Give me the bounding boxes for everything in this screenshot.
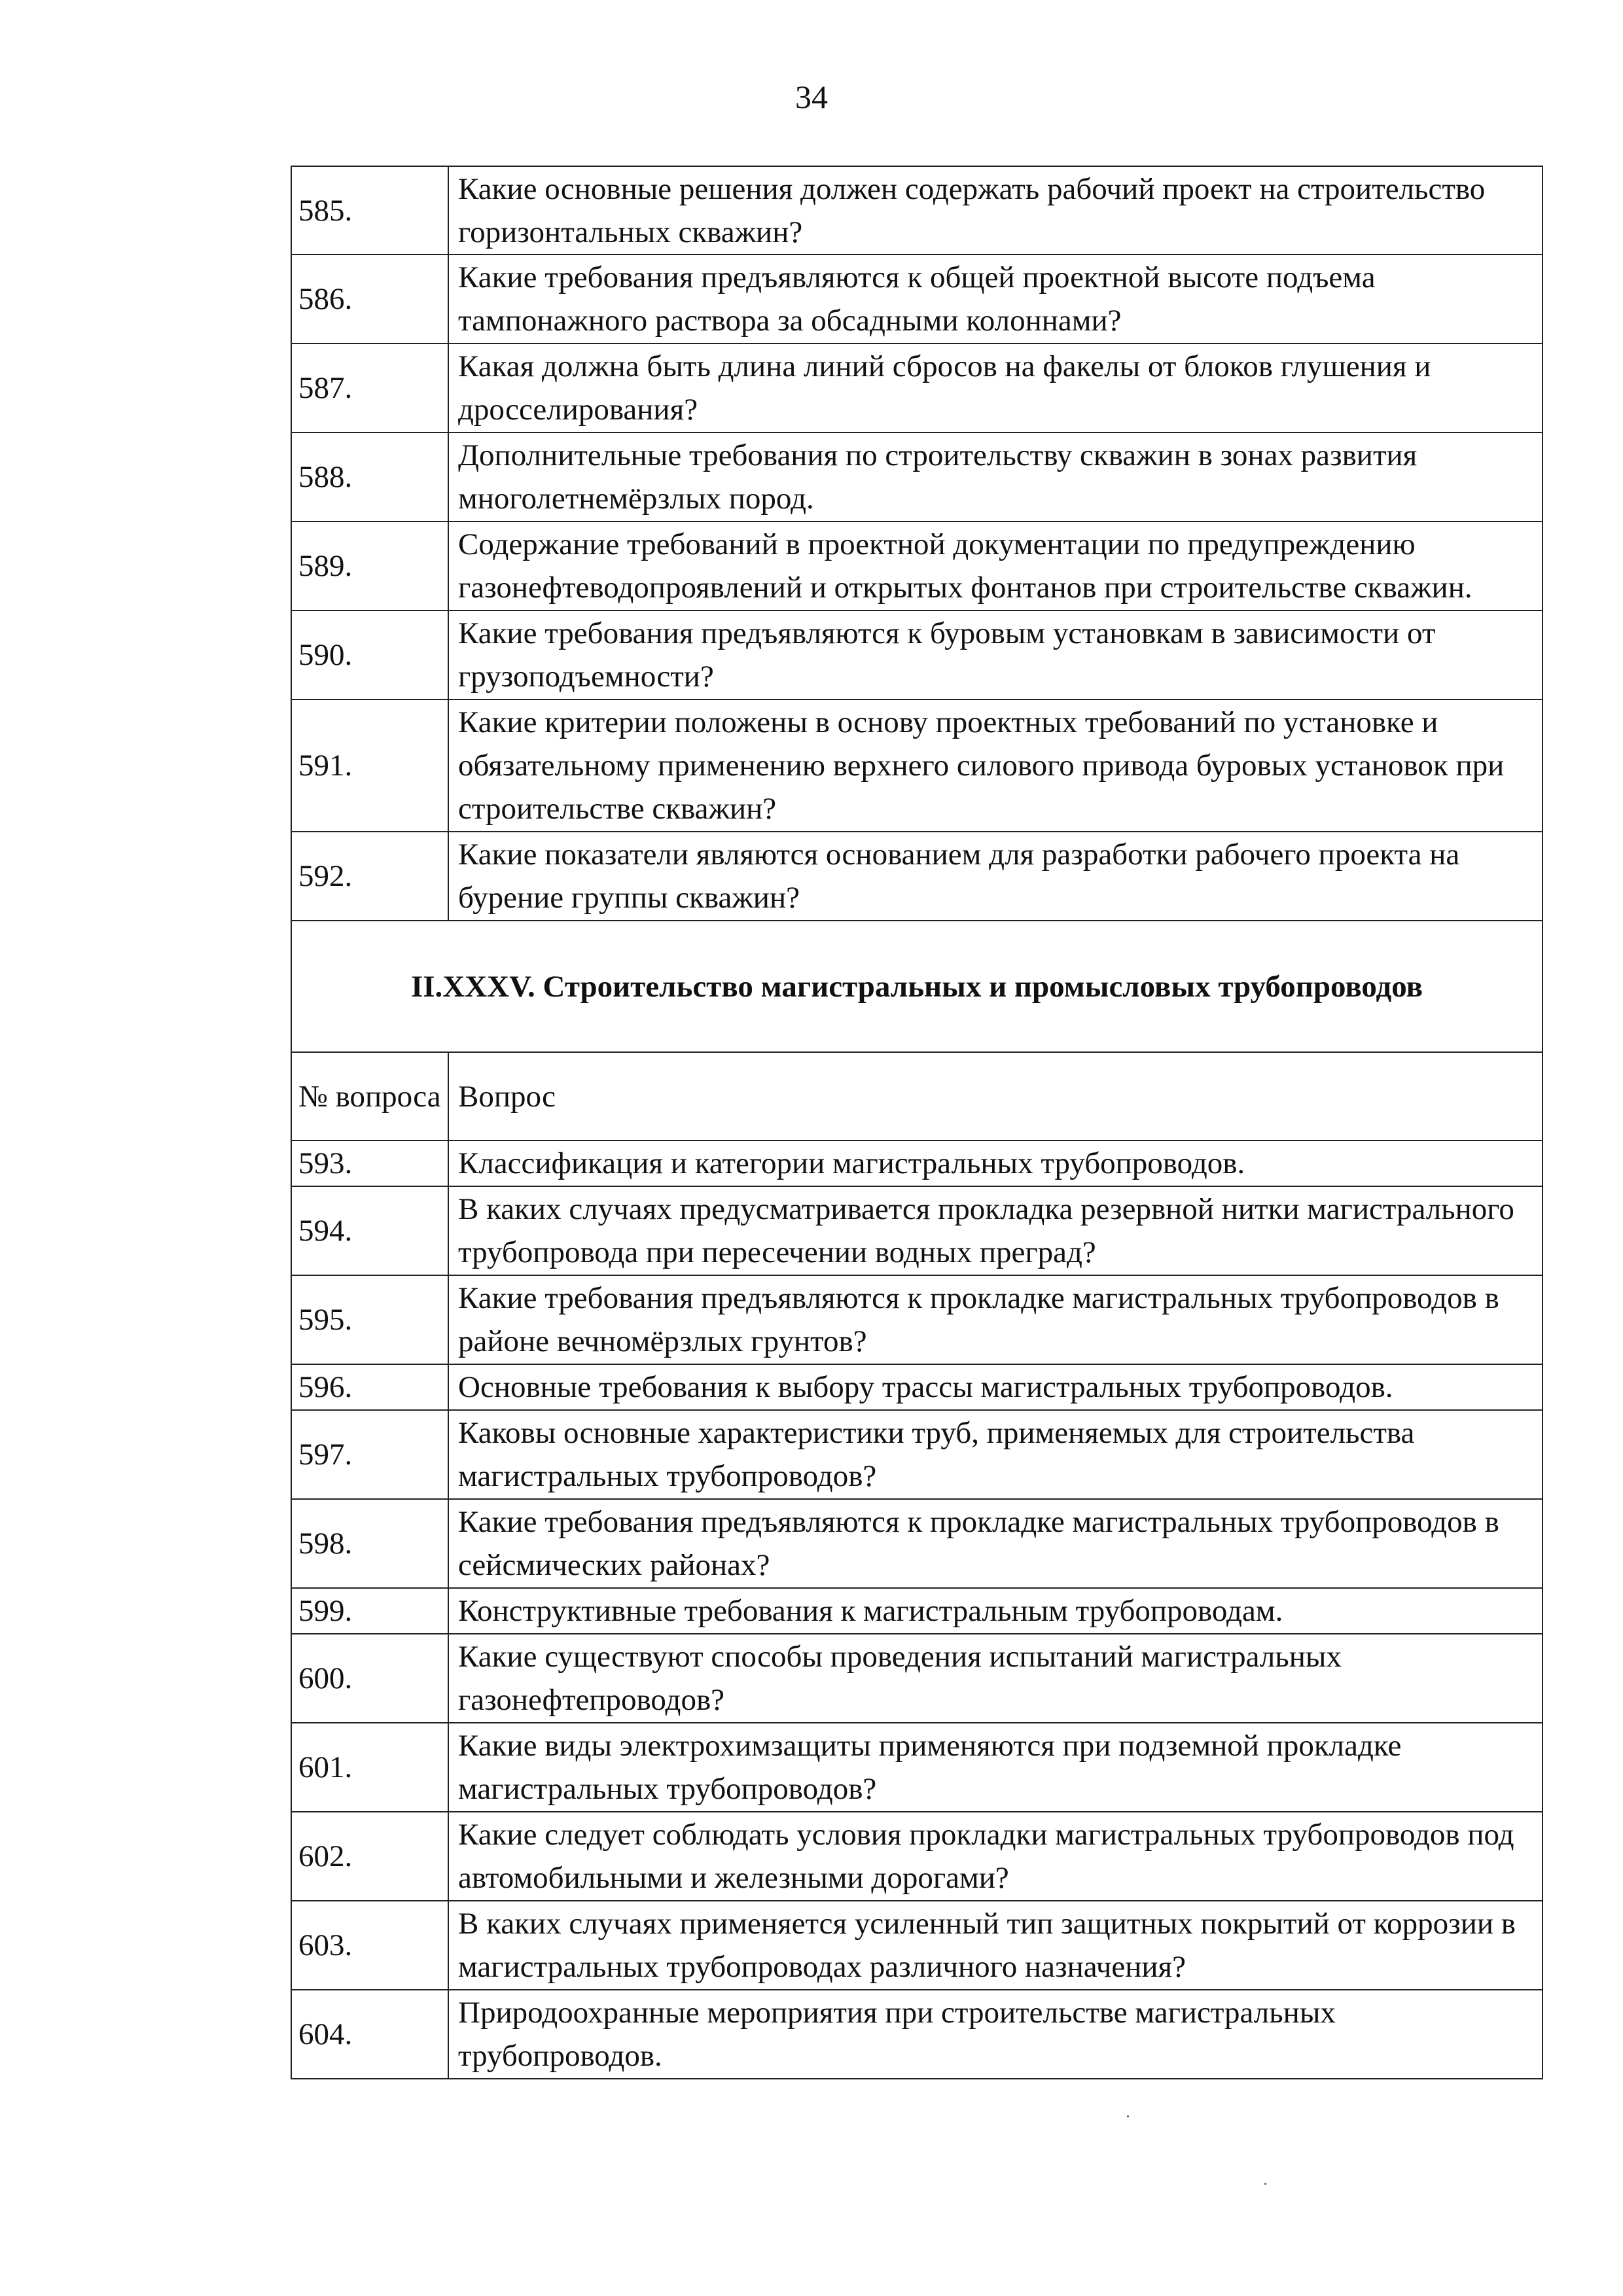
question-number: 601. [291, 1723, 448, 1812]
table-row [291, 433, 1543, 521]
question-text: Дополнительные требования по строительству скважин в зонах развития многолетнемёрзлых пород. [448, 433, 1543, 521]
table-row [291, 1990, 1543, 2079]
question-number: 604. [291, 1990, 448, 2079]
question-number: 596. [291, 1364, 448, 1410]
table-row [291, 166, 1543, 255]
question-text: Какие требования предъявляются к общей проектной высоте подъема тампонажного раствора за обсадными колоннами? [448, 255, 1543, 344]
questions-table [291, 166, 1543, 2079]
question-number: 598. [291, 1499, 448, 1588]
question-number: 595. [291, 1275, 448, 1364]
column-header-number: № вопроса [291, 1052, 448, 1140]
table-row [291, 610, 1543, 699]
question-number: 597. [291, 1410, 448, 1499]
question-text: Каковы основные характеристики труб, применяемых для строительства магистральных трубопроводов? [448, 1410, 1543, 1499]
question-number: 587. [291, 344, 448, 433]
table-row [291, 1901, 1543, 1990]
table-header-row [291, 1052, 1543, 1140]
question-text: Классификация и категории магистральных трубопроводов. [448, 1140, 1543, 1186]
question-text: Содержание требований в проектной документации по предупреждению газонефтеводопроявлений и открытых фонтанов при строительстве скважин. [448, 521, 1543, 610]
question-text: Какие показатели являются основанием для разработки рабочего проекта на бурение группы скважин? [448, 832, 1543, 921]
table-row [291, 521, 1543, 610]
question-text: Какие виды электрохимзащиты применяются при подземной прокладке магистральных трубопроводов? [448, 1723, 1543, 1812]
question-number: 590. [291, 610, 448, 699]
question-number: 592. [291, 832, 448, 921]
question-number: 589. [291, 521, 448, 610]
table-row [291, 1723, 1543, 1812]
question-text: Какие требования предъявляются к буровым установкам в зависимости от грузоподъемности? [448, 610, 1543, 699]
table-row [291, 1410, 1543, 1499]
table-row [291, 699, 1543, 832]
table-row [291, 1812, 1543, 1901]
page-number: 34 [795, 79, 828, 115]
question-number: 599. [291, 1588, 448, 1634]
scan-speck [1127, 2115, 1129, 2117]
question-text: Какая должна быть длина линий сбросов на факелы от блоков глушения и дросселирования? [448, 344, 1543, 433]
question-text: В каких случаях применяется усиленный тип защитных покрытий от коррозии в магистральных трубопроводах различного назначения? [448, 1901, 1543, 1990]
scan-speck [1264, 2183, 1266, 2185]
table-row [291, 832, 1543, 921]
section-row [291, 921, 1543, 1052]
table-row [291, 344, 1543, 433]
table-row [291, 1364, 1543, 1410]
question-text: Природоохранные мероприятия при строительстве магистральных трубопроводов. [448, 1990, 1543, 2079]
question-text: Какие требования предъявляются к прокладке магистральных трубопроводов в районе вечномёрзлых грунтов? [448, 1275, 1543, 1364]
question-number: 586. [291, 255, 448, 344]
question-text: Какие требования предъявляются к прокладке магистральных трубопроводов в сейсмических районах? [448, 1499, 1543, 1588]
question-text: Конструктивные требования к магистральным трубопроводам. [448, 1588, 1543, 1634]
question-text: В каких случаях предусматривается прокладка резервной нитки магистрального трубопровода при пересечении водных преград? [448, 1186, 1543, 1275]
question-text: Основные требования к выбору трассы магистральных трубопроводов. [448, 1364, 1543, 1410]
table-row [291, 1588, 1543, 1634]
table-row [291, 1140, 1543, 1186]
table-row [291, 1186, 1543, 1275]
table-row [291, 255, 1543, 344]
question-number: 585. [291, 166, 448, 255]
table-row [291, 1634, 1543, 1723]
section-title: II.XXXV. Строительство магистральных и промысловых трубопроводов [291, 921, 1543, 1052]
question-text: Какие основные решения должен содержать рабочий проект на строительство горизонтальных скважин? [448, 166, 1543, 255]
question-number: 603. [291, 1901, 448, 1990]
question-number: 600. [291, 1634, 448, 1723]
table-row [291, 1275, 1543, 1364]
question-text: Какие существуют способы проведения испытаний магистральных газонефтепроводов? [448, 1634, 1543, 1723]
question-number: 594. [291, 1186, 448, 1275]
table-row [291, 1499, 1543, 1588]
question-text: Какие следует соблюдать условия прокладки магистральных трубопроводов под автомобильными и железными дорогами? [448, 1812, 1543, 1901]
question-text: Какие критерии положены в основу проектных требований по установке и обязательному применению верхнего силового привода буровых установок при строительстве скважин? [448, 699, 1543, 832]
question-number: 593. [291, 1140, 448, 1186]
question-number: 588. [291, 433, 448, 521]
column-header-question: Вопрос [448, 1052, 1543, 1140]
question-number: 602. [291, 1812, 448, 1901]
question-number: 591. [291, 699, 448, 832]
